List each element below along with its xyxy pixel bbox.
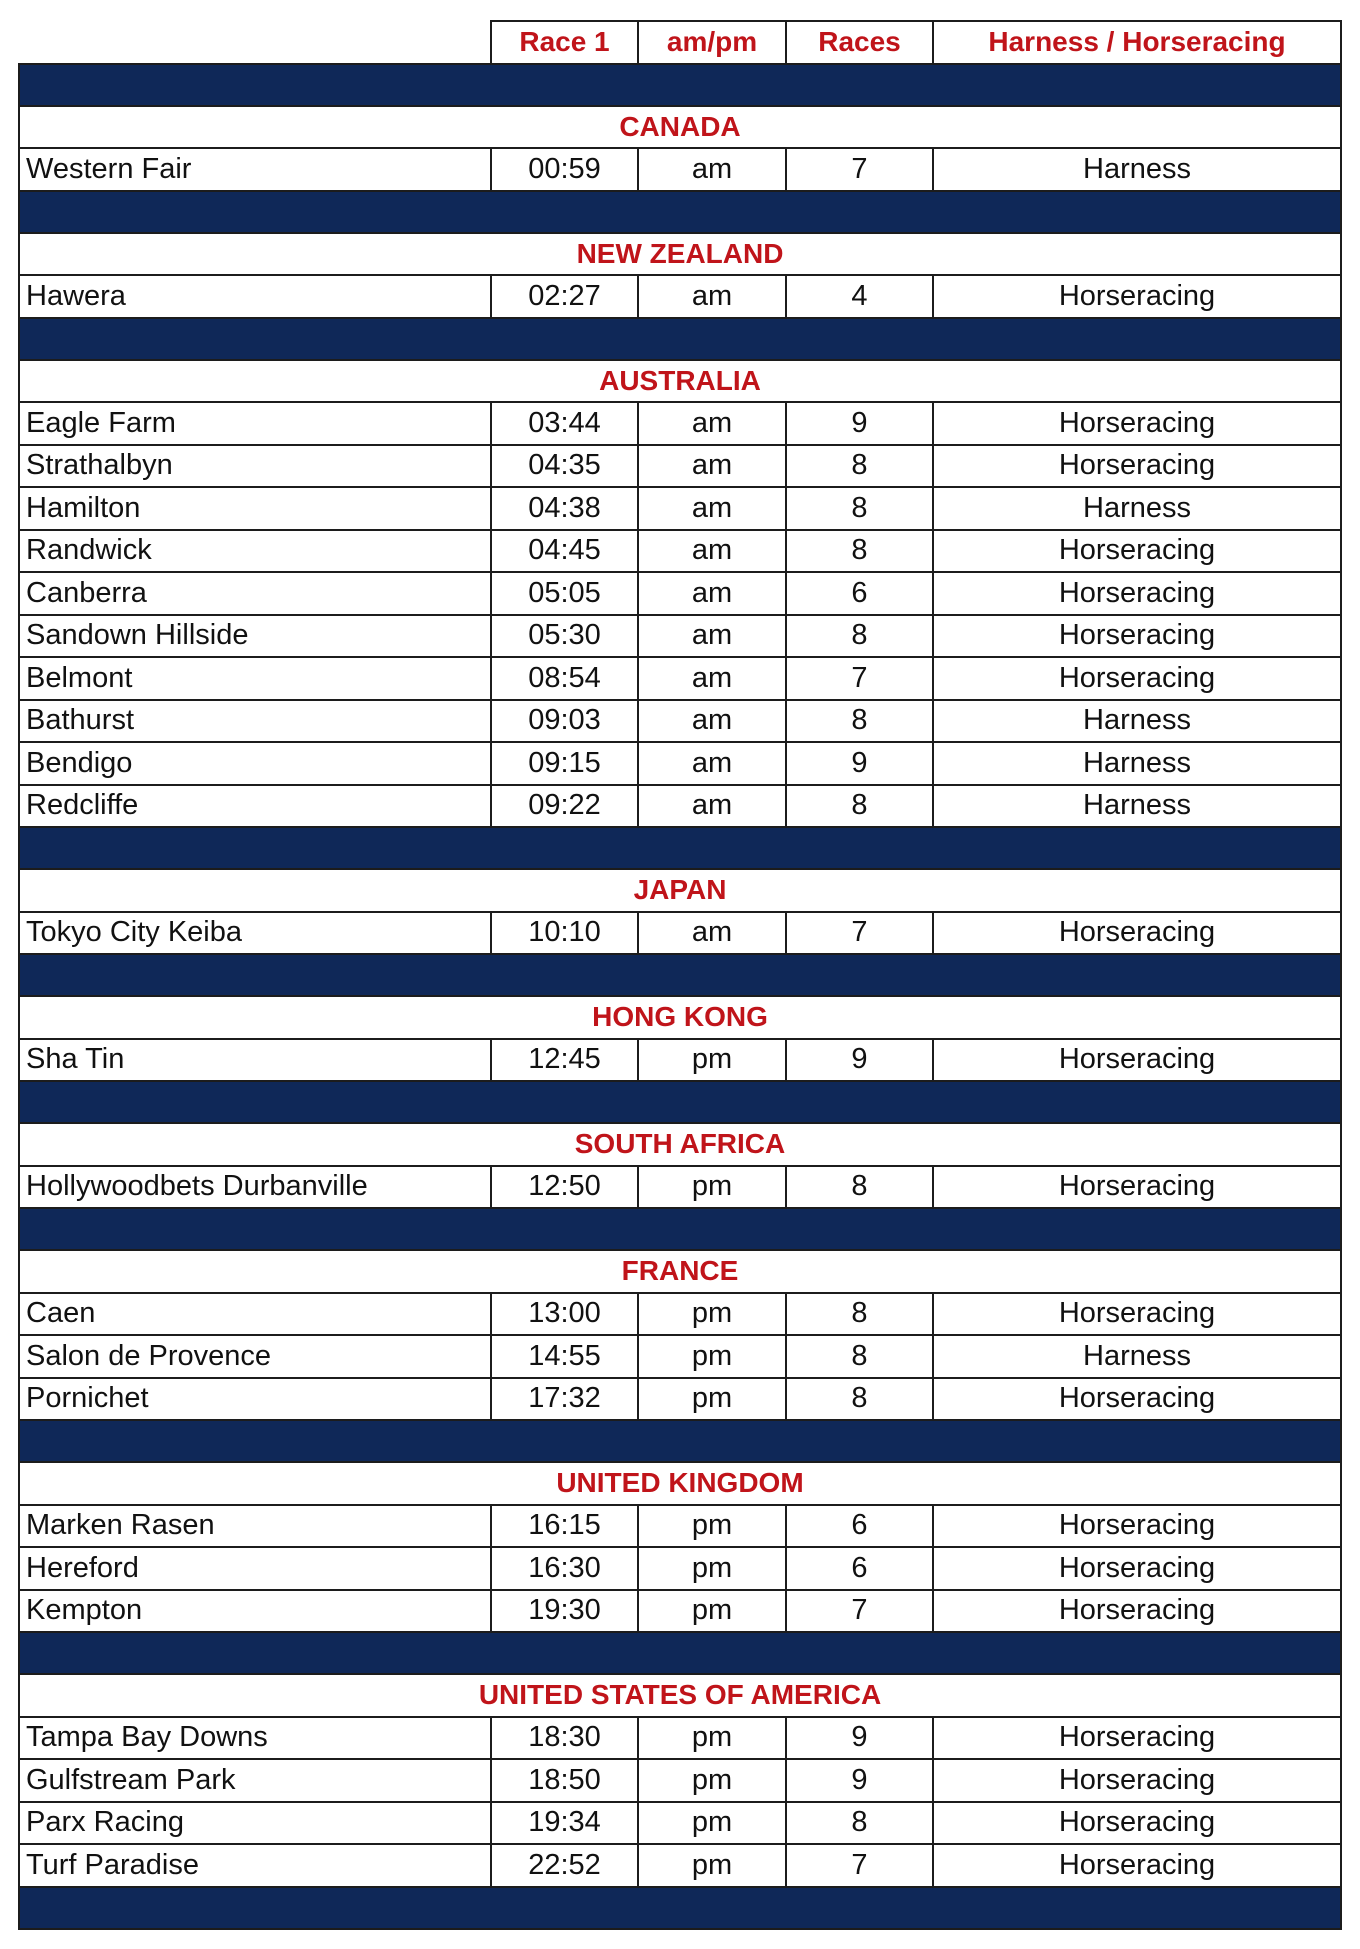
ampm-cell: am — [638, 785, 786, 828]
venue-cell: Salon de Provence — [19, 1335, 491, 1378]
table-row — [19, 615, 1341, 658]
race1-time-cell: 13:00 — [491, 1293, 638, 1336]
table-row — [19, 1166, 1341, 1209]
race-count-cell: 7 — [786, 1844, 933, 1887]
ampm-cell: pm — [638, 1590, 786, 1633]
section-divider-band — [19, 64, 1341, 106]
section-divider-band — [19, 191, 1341, 233]
ampm-cell: pm — [638, 1505, 786, 1548]
race-count-cell: 8 — [786, 487, 933, 530]
table-row — [19, 742, 1341, 785]
races-column-header: Races — [786, 21, 933, 64]
venue-cell: Kempton — [19, 1590, 491, 1633]
race-count-cell: 9 — [786, 402, 933, 445]
race-schedule-table — [18, 20, 1342, 1930]
ampm-cell: am — [638, 530, 786, 573]
table-row — [19, 487, 1341, 530]
divider-cell — [19, 64, 1341, 106]
race-count-cell: 8 — [786, 615, 933, 658]
section-divider-band — [19, 1081, 1341, 1123]
table-row — [19, 1717, 1341, 1760]
ampm-cell: am — [638, 275, 786, 318]
race1-time-cell: 14:55 — [491, 1335, 638, 1378]
table-row — [19, 1039, 1341, 1082]
venue-cell: Tampa Bay Downs — [19, 1717, 491, 1760]
country-name: SOUTH AFRICA — [19, 1123, 1341, 1166]
venue-cell: Gulfstream Park — [19, 1759, 491, 1802]
race-type-cell: Horseracing — [933, 1039, 1341, 1082]
race1-time-cell: 09:22 — [491, 785, 638, 828]
venue-cell: Belmont — [19, 657, 491, 700]
country-name: FRANCE — [19, 1250, 1341, 1293]
race1-time-cell: 18:50 — [491, 1759, 638, 1802]
ampm-cell: am — [638, 912, 786, 955]
venue-cell: Hereford — [19, 1547, 491, 1590]
ampm-column-header: am/pm — [638, 21, 786, 64]
race-count-cell: 8 — [786, 1335, 933, 1378]
ampm-cell: am — [638, 487, 786, 530]
race-type-cell: Harness — [933, 700, 1341, 743]
section-divider-band — [19, 1887, 1341, 1929]
race-type-cell: Horseracing — [933, 275, 1341, 318]
country-header-row — [19, 106, 1341, 149]
race-type-cell: Horseracing — [933, 1547, 1341, 1590]
race-type-cell: Horseracing — [933, 912, 1341, 955]
table-row — [19, 1759, 1341, 1802]
race-type-cell: Horseracing — [933, 1293, 1341, 1336]
race1-time-cell: 12:50 — [491, 1166, 638, 1209]
race1-time-cell: 08:54 — [491, 657, 638, 700]
divider-cell — [19, 1632, 1341, 1674]
venue-cell: Marken Rasen — [19, 1505, 491, 1548]
table-row — [19, 402, 1341, 445]
type-column-header: Harness / Horseracing — [933, 21, 1341, 64]
race1-time-cell: 02:27 — [491, 275, 638, 318]
race-count-cell: 7 — [786, 912, 933, 955]
country-name: UNITED KINGDOM — [19, 1462, 1341, 1505]
divider-cell — [19, 1887, 1341, 1929]
ampm-cell: pm — [638, 1759, 786, 1802]
venue-cell: Parx Racing — [19, 1802, 491, 1845]
country-name: CANADA — [19, 106, 1341, 149]
table-row — [19, 1547, 1341, 1590]
table-body — [19, 21, 1341, 1929]
table-row — [19, 1590, 1341, 1633]
ampm-cell: am — [638, 700, 786, 743]
race1-time-cell: 00:59 — [491, 148, 638, 191]
race-type-cell: Harness — [933, 487, 1341, 530]
race-count-cell: 7 — [786, 1590, 933, 1633]
divider-cell — [19, 1208, 1341, 1250]
divider-cell — [19, 191, 1341, 233]
venue-cell: Tokyo City Keiba — [19, 912, 491, 955]
race-count-cell: 8 — [786, 785, 933, 828]
country-header-row — [19, 1250, 1341, 1293]
race1-time-cell: 05:30 — [491, 615, 638, 658]
venue-cell: Pornichet — [19, 1378, 491, 1421]
ampm-cell: am — [638, 615, 786, 658]
race-type-cell: Horseracing — [933, 1378, 1341, 1421]
country-name: NEW ZEALAND — [19, 233, 1341, 276]
race-type-cell: Horseracing — [933, 572, 1341, 615]
table-row — [19, 148, 1341, 191]
race1-time-cell: 04:35 — [491, 445, 638, 488]
ampm-cell: am — [638, 445, 786, 488]
venue-cell: Caen — [19, 1293, 491, 1336]
race-type-cell: Horseracing — [933, 1844, 1341, 1887]
race1-time-cell: 18:30 — [491, 1717, 638, 1760]
ampm-cell: am — [638, 402, 786, 445]
country-header-row — [19, 1123, 1341, 1166]
race-schedule-sheet — [18, 20, 1340, 1930]
race-count-cell: 9 — [786, 1717, 933, 1760]
table-row — [19, 530, 1341, 573]
race1-time-cell: 19:34 — [491, 1802, 638, 1845]
venue-cell: Turf Paradise — [19, 1844, 491, 1887]
ampm-cell: pm — [638, 1335, 786, 1378]
table-row — [19, 1844, 1341, 1887]
country-name: HONG KONG — [19, 996, 1341, 1039]
race-type-cell: Horseracing — [933, 1166, 1341, 1209]
race1-time-cell: 19:30 — [491, 1590, 638, 1633]
race-type-cell: Horseracing — [933, 1505, 1341, 1548]
race-count-cell: 7 — [786, 148, 933, 191]
race-count-cell: 6 — [786, 1505, 933, 1548]
country-name: JAPAN — [19, 869, 1341, 912]
venue-cell: Randwick — [19, 530, 491, 573]
race1-time-cell: 10:10 — [491, 912, 638, 955]
venue-cell: Redcliffe — [19, 785, 491, 828]
country-header-row — [19, 1674, 1341, 1717]
race-type-cell: Horseracing — [933, 530, 1341, 573]
race-type-cell: Harness — [933, 148, 1341, 191]
race-type-cell: Horseracing — [933, 615, 1341, 658]
race-type-cell: Horseracing — [933, 402, 1341, 445]
table-row — [19, 572, 1341, 615]
race-type-cell: Horseracing — [933, 657, 1341, 700]
race1-time-cell: 12:45 — [491, 1039, 638, 1082]
race-count-cell: 8 — [786, 1378, 933, 1421]
race-count-cell: 4 — [786, 275, 933, 318]
race-count-cell: 9 — [786, 1039, 933, 1082]
venue-cell: Bathurst — [19, 700, 491, 743]
divider-cell — [19, 827, 1341, 869]
race-count-cell: 9 — [786, 1759, 933, 1802]
divider-cell — [19, 1420, 1341, 1462]
race-type-cell: Horseracing — [933, 1717, 1341, 1760]
ampm-cell: am — [638, 742, 786, 785]
country-header-row — [19, 869, 1341, 912]
race-count-cell: 8 — [786, 445, 933, 488]
race1-time-cell: 16:30 — [491, 1547, 638, 1590]
race1-time-cell: 04:45 — [491, 530, 638, 573]
venue-cell: Hawera — [19, 275, 491, 318]
ampm-cell: pm — [638, 1039, 786, 1082]
country-header-row — [19, 996, 1341, 1039]
section-divider-band — [19, 1420, 1341, 1462]
table-row — [19, 1293, 1341, 1336]
section-divider-band — [19, 1208, 1341, 1250]
race-count-cell: 8 — [786, 1802, 933, 1845]
race-type-cell: Horseracing — [933, 1759, 1341, 1802]
section-divider-band — [19, 318, 1341, 360]
country-header-row — [19, 233, 1341, 276]
venue-cell: Hamilton — [19, 487, 491, 530]
race-type-cell: Horseracing — [933, 1590, 1341, 1633]
race-count-cell: 8 — [786, 530, 933, 573]
ampm-cell: pm — [638, 1378, 786, 1421]
divider-cell — [19, 954, 1341, 996]
table-row — [19, 700, 1341, 743]
venue-cell: Canberra — [19, 572, 491, 615]
table-row — [19, 785, 1341, 828]
table-row — [19, 275, 1341, 318]
ampm-cell: pm — [638, 1802, 786, 1845]
country-header-row — [19, 360, 1341, 403]
ampm-cell: pm — [638, 1293, 786, 1336]
ampm-cell: am — [638, 148, 786, 191]
race1-column-header: Race 1 — [491, 21, 638, 64]
race-count-cell: 6 — [786, 1547, 933, 1590]
race-type-cell: Harness — [933, 1335, 1341, 1378]
venue-cell: Strathalbyn — [19, 445, 491, 488]
section-divider-band — [19, 954, 1341, 996]
table-row — [19, 912, 1341, 955]
venue-cell: Western Fair — [19, 148, 491, 191]
venue-cell: Sha Tin — [19, 1039, 491, 1082]
table-row — [19, 445, 1341, 488]
country-name: UNITED STATES OF AMERICA — [19, 1674, 1341, 1717]
race1-time-cell: 16:15 — [491, 1505, 638, 1548]
divider-cell — [19, 318, 1341, 360]
race-count-cell: 8 — [786, 1166, 933, 1209]
race-count-cell: 8 — [786, 700, 933, 743]
table-row — [19, 1802, 1341, 1845]
race-type-cell: Horseracing — [933, 1802, 1341, 1845]
venue-cell: Bendigo — [19, 742, 491, 785]
race-type-cell: Harness — [933, 742, 1341, 785]
venue-cell: Eagle Farm — [19, 402, 491, 445]
country-name: AUSTRALIA — [19, 360, 1341, 403]
section-divider-band — [19, 1632, 1341, 1674]
table-row — [19, 657, 1341, 700]
ampm-cell: pm — [638, 1166, 786, 1209]
venue-cell: Hollywoodbets Durbanville — [19, 1166, 491, 1209]
race1-time-cell: 03:44 — [491, 402, 638, 445]
race1-time-cell: 05:05 — [491, 572, 638, 615]
race-count-cell: 8 — [786, 1293, 933, 1336]
race-type-cell: Horseracing — [933, 445, 1341, 488]
ampm-cell: pm — [638, 1717, 786, 1760]
table-row — [19, 1505, 1341, 1548]
section-divider-band — [19, 827, 1341, 869]
ampm-cell: am — [638, 657, 786, 700]
race1-time-cell: 04:38 — [491, 487, 638, 530]
race1-time-cell: 09:03 — [491, 700, 638, 743]
venue-header-blank — [19, 21, 491, 64]
race1-time-cell: 09:15 — [491, 742, 638, 785]
venue-cell: Sandown Hillside — [19, 615, 491, 658]
ampm-cell: pm — [638, 1547, 786, 1590]
table-row — [19, 1335, 1341, 1378]
column-header-row — [19, 21, 1341, 64]
divider-cell — [19, 1081, 1341, 1123]
race-count-cell: 6 — [786, 572, 933, 615]
race-count-cell: 7 — [786, 657, 933, 700]
table-row — [19, 1378, 1341, 1421]
ampm-cell: am — [638, 572, 786, 615]
race-type-cell: Harness — [933, 785, 1341, 828]
country-header-row — [19, 1462, 1341, 1505]
ampm-cell: pm — [638, 1844, 786, 1887]
race-count-cell: 9 — [786, 742, 933, 785]
race1-time-cell: 17:32 — [491, 1378, 638, 1421]
race1-time-cell: 22:52 — [491, 1844, 638, 1887]
